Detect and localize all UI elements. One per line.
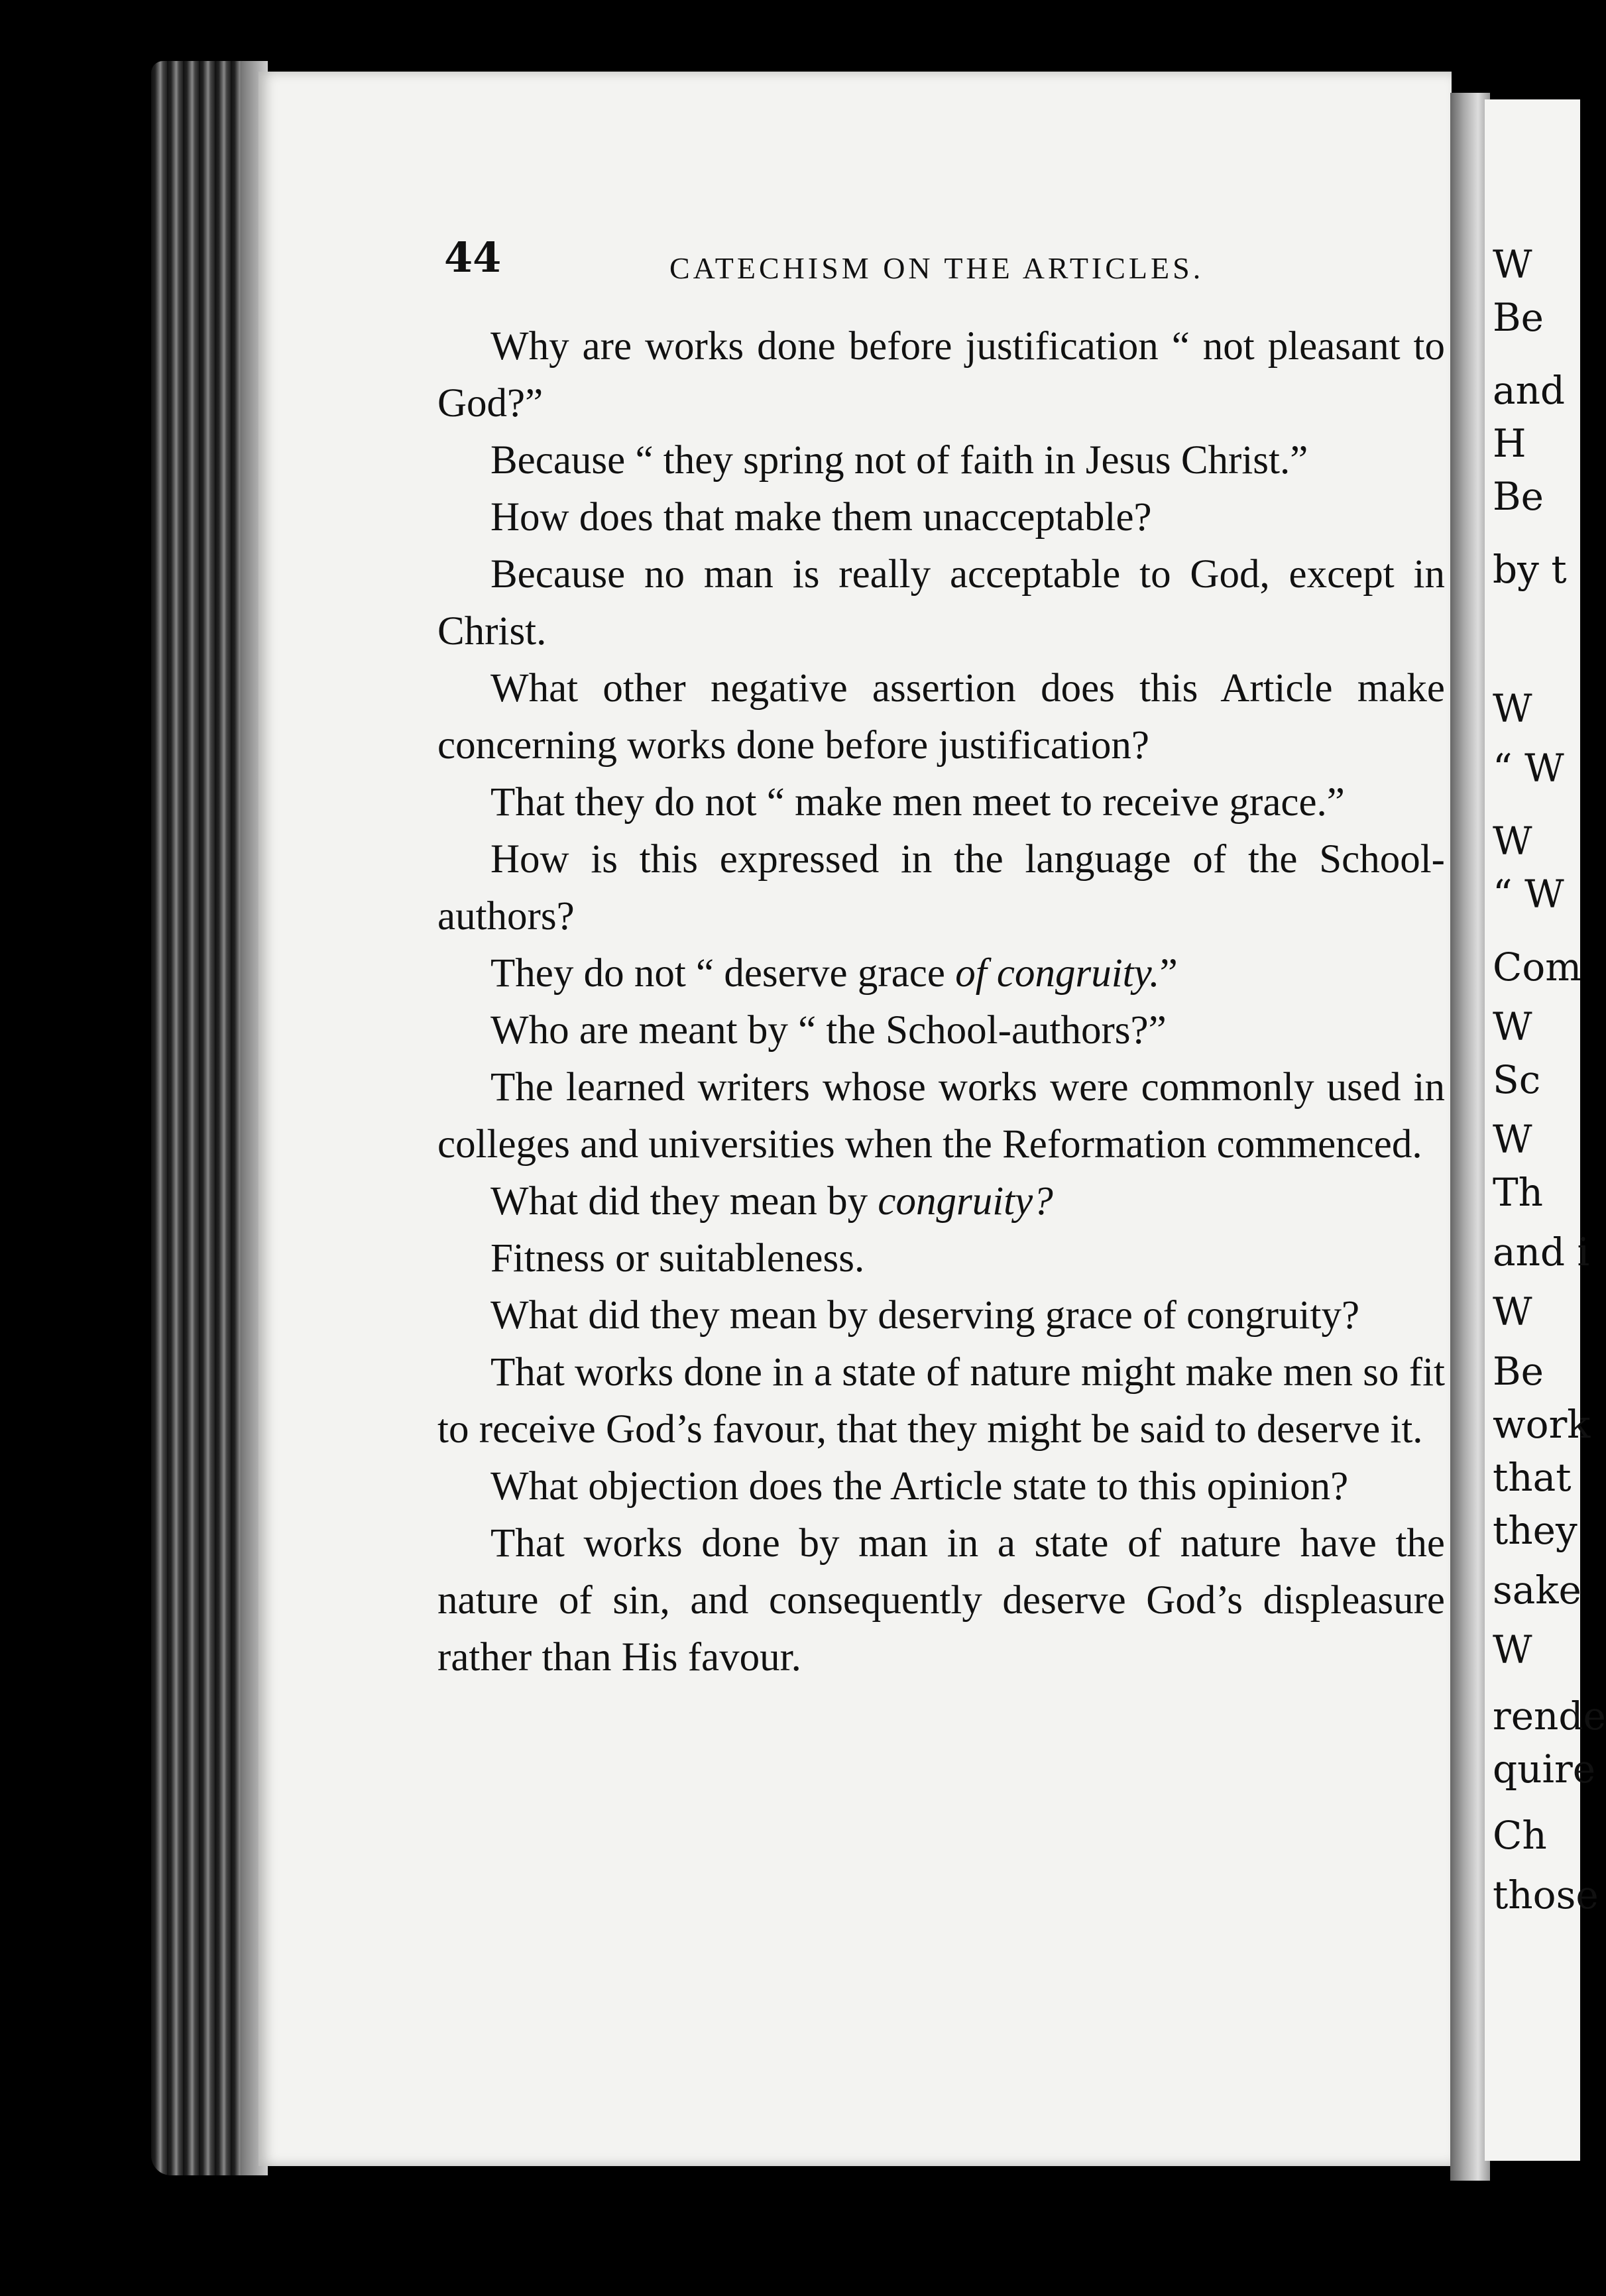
- paragraph: That they do not “ make men meet to receive grace.”: [490, 780, 1345, 825]
- facing-page-fragment: work: [1493, 1402, 1591, 1447]
- facing-page-fragment: W: [1493, 819, 1532, 864]
- paragraph: Because no man is really acceptable to God, except in Christ.: [437, 552, 1445, 654]
- facing-page-fragment: “ W: [1493, 872, 1564, 917]
- facing-page-fragment: and: [1493, 368, 1566, 413]
- facing-page-fragment: Be: [1493, 1349, 1544, 1394]
- facing-page-fragment: those: [1493, 1872, 1599, 1918]
- paragraph: Why are works done before justification “ not pleasant to God?”: [437, 324, 1445, 426]
- paragraph: [437, 945, 1445, 1002]
- paragraph-text: What did they mean by: [490, 1179, 878, 1224]
- facing-page-edge: [1485, 99, 1606, 2161]
- paragraph-text: They do not “ deserve grace: [490, 951, 956, 996]
- facing-page-fragment: Ch: [1493, 1813, 1547, 1858]
- facing-page-fragment: W: [1493, 1627, 1532, 1672]
- facing-page-fragment: Be: [1493, 295, 1544, 340]
- facing-page-fragment: W: [1493, 686, 1532, 731]
- paragraph: That works done in a state of nature might make men so fit to receive God’s favour, that they might be said to deserve it.: [437, 1350, 1445, 1452]
- facing-page-fragment: rende: [1493, 1693, 1606, 1739]
- facing-page-fragment: W: [1493, 1004, 1532, 1049]
- paragraph: What objection does the Article state to this opinion?: [490, 1464, 1349, 1509]
- facing-page-fragment: Com: [1493, 945, 1582, 990]
- book-gutter: [1450, 93, 1490, 2181]
- paragraph: Fitness or suitableness.: [490, 1236, 865, 1281]
- italic-term: of congruity.: [955, 951, 1160, 996]
- facing-page-fragment: quire: [1493, 1747, 1596, 1792]
- running-head: CATECHISM ON THE ARTICLES.: [669, 251, 1204, 285]
- facing-page-fragment: Th: [1493, 1170, 1544, 1215]
- facing-page-fragment: W: [1493, 1117, 1532, 1162]
- page-number: 44: [444, 233, 502, 282]
- facing-page-fragment: Sc: [1493, 1057, 1541, 1102]
- page-edges: [151, 61, 268, 2175]
- paragraph: How is this expressed in the language of the School-authors?: [437, 837, 1445, 939]
- italic-term: congruity?: [878, 1179, 1053, 1224]
- facing-page-fragment: “ W: [1493, 746, 1564, 791]
- facing-page-fragment: H: [1493, 421, 1526, 466]
- facing-page-fragment: and i: [1493, 1230, 1590, 1275]
- paragraph: The learned writers whose works were commonly used in colleges and universities when the Reformation commenced.: [437, 1065, 1445, 1167]
- paragraph: What other negative assertion does this Article make concerning works done before justification?: [437, 666, 1445, 768]
- paragraph: That works done by man in a state of nature have the nature of sin, and consequently deserve God’s displeasure rather than His favour.: [437, 1521, 1445, 1680]
- facing-page-fragment: W: [1493, 242, 1532, 287]
- paragraph: [437, 1173, 1445, 1230]
- facing-page-fragment: they: [1493, 1508, 1577, 1553]
- facing-page-fragment: that: [1493, 1455, 1572, 1500]
- paragraph: Because “ they spring not of faith in Jesus Christ.”: [490, 438, 1308, 483]
- facing-page-fragment: by t: [1493, 547, 1567, 592]
- paragraph: What did they mean by deserving grace of congruity?: [490, 1293, 1360, 1338]
- body-text: [437, 318, 1445, 1686]
- facing-page-fragment: Be: [1493, 474, 1544, 519]
- facing-page-fragment: W: [1493, 1289, 1532, 1334]
- facing-page-fragment: sake: [1493, 1568, 1581, 1613]
- paragraph: Who are meant by “ the School-authors?”: [490, 1008, 1167, 1053]
- paragraph: How does that make them unacceptable?: [490, 495, 1152, 540]
- paragraph-text: ”: [1159, 951, 1178, 996]
